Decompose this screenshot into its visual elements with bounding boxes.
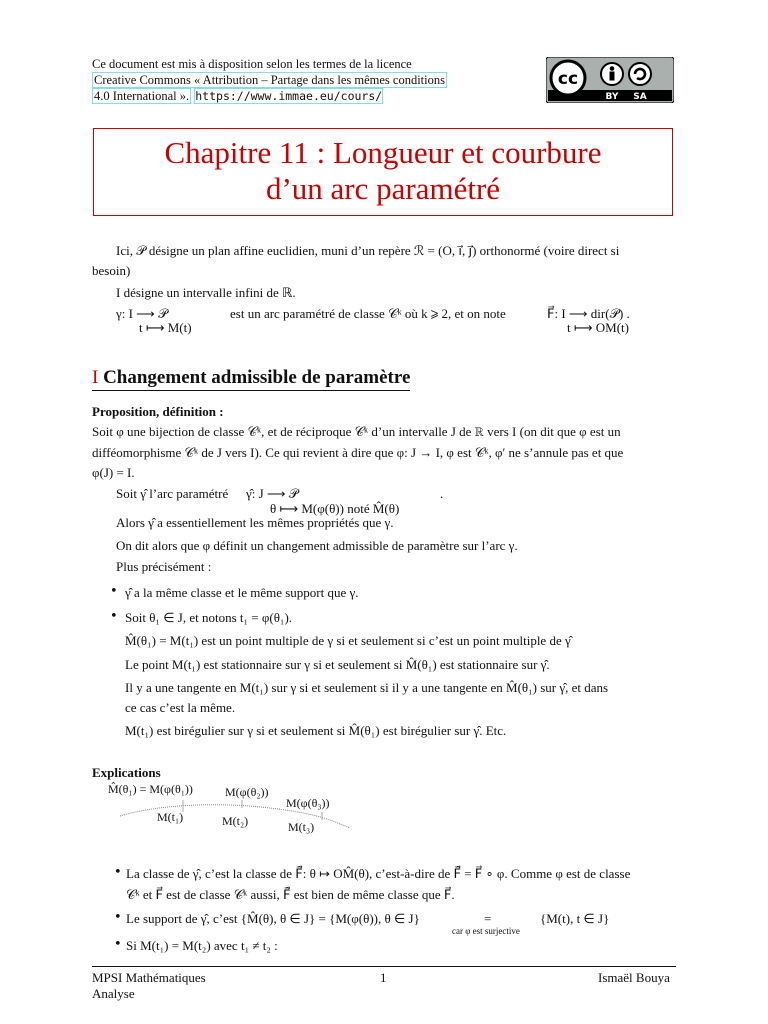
expl-bullet-3-marker: •	[114, 937, 122, 952]
expl-bullet-2-text: Le support de γ̂, c’est {M̂(θ), θ ∈ J} = {M(φ(θ)), θ ∈ J}	[126, 911, 420, 926]
footer-subject: Analyse	[92, 986, 135, 1001]
proposition-line-2: difféomorphisme 𝒞ᵏ de J vers I). Ce qui revient à dire que φ: J → I, φ est 𝒞ᵏ, φ′ ne s’annule pas et que	[92, 445, 624, 460]
expl-bullet-1-line-2: 𝒞ᵏ et F⃗ est de classe 𝒞ᵏ aussi, F̂⃗ est bien de même classe que F⃗.	[126, 887, 455, 902]
F-definition-bottom: t ⟼ OM(t)	[567, 320, 629, 335]
bullet-1-text: γ̂ a la même classe et le même support que γ.	[125, 585, 359, 600]
expl-bullet-3-text: Si M(t₁) = M(t₂) avec t₁ ≠ t₂ :	[126, 938, 278, 953]
expl-bullet-2-subscript: car φ est surjective	[452, 926, 520, 936]
cc-by-sa-logo[interactable]	[546, 57, 674, 103]
bullet-1-marker: •	[110, 584, 118, 599]
section-1-number: I	[92, 367, 99, 388]
chapter-title-line-2: d’un arc paramétré	[265, 171, 501, 206]
bullet-2-tangente-1: Il y a une tangente en M(t₁) sur γ si et seulement si il y a une tangente en M̂(θ₁) sur γ̂, et dans	[125, 680, 609, 695]
section-1-heading	[92, 367, 410, 391]
proposition-heading: Proposition, définition :	[92, 404, 224, 419]
bullet-2-stationnaire: Le point M(t₁) est stationnaire sur γ si et seulement si M̂(θ₁) est stationnaire sur γ̂.	[125, 657, 550, 672]
ondit-sentence: On dit alors que φ définit un changement admissible de paramètre sur l’arc γ.	[116, 538, 518, 553]
proposition-line-1: Soit φ une bijection de classe 𝒞ᵏ, et de réciproque 𝒞ᵏ d’un intervalle J de ℝ vers I (on dit que φ est un	[92, 424, 621, 439]
footer-rule	[92, 966, 676, 967]
bullet-2-tangente-2: ce cas c’est la même.	[125, 700, 236, 715]
bullet-2-text: Soit θ₁ ∈ J, et notons t₁ = φ(θ₁).	[125, 610, 293, 625]
gamma-definition-text: est un arc paramétré de classe 𝒞ᵏ où k ⩾ 2, et on note	[230, 306, 506, 321]
ghat-definition-bottom: θ ⟼ M(φ(θ)) noté M̂(θ)	[270, 501, 400, 516]
diagram-label-M-t3: M(t₃)	[288, 820, 315, 834]
bullet-2-marker: •	[110, 609, 118, 624]
plus-precisement: Plus précisément :	[116, 559, 212, 574]
expl-bullet-2-marker: •	[114, 910, 122, 925]
footer-author: Ismaël Bouya	[598, 970, 670, 985]
expl-bullet-1-marker: •	[114, 865, 122, 880]
badge-by-label: BY	[605, 92, 619, 102]
licence-link-line-2[interactable]: Creative Commons « Attribution – Partage dans les mêmes conditions	[94, 73, 445, 87]
bullet-2-point-multiple: M̂(θ₁) = M(t₁) est un point multiple de γ si et seulement si c’est un point multiple de γ̂	[125, 633, 571, 648]
intro-paragraph-line-2: besoin)	[92, 263, 131, 278]
sa-icon	[629, 63, 651, 85]
badge-sa-label: SA	[633, 92, 647, 102]
alors-sentence: Alors γ̂ a essentiellement les mêmes propriétés que γ.	[116, 515, 394, 530]
diagram-label-M-t2: M(t₂)	[222, 814, 249, 828]
cc-mark: cc	[557, 69, 579, 89]
gamma-definition-top: γ: I ⟶ 𝒫	[116, 306, 168, 321]
licence-link-line-3[interactable]: 4.0 International ».	[94, 89, 190, 103]
section-1-title: Changement admissible de paramètre	[103, 367, 411, 388]
footer-course: MPSI Mathématiques	[92, 970, 206, 985]
ghat-definition-dot: .	[440, 486, 444, 501]
diagram-label-M-phi-theta3: M(φ(θ₃))	[286, 796, 330, 810]
F-definition-top: F⃗: I ⟶ dir(𝒫) .	[547, 306, 630, 321]
explications-heading: Explications	[92, 765, 161, 780]
diagram-label-M-theta1: M̂(θ₁) = M(φ(θ₁))	[108, 782, 193, 796]
gamma-definition-bottom: t ⟼ M(t)	[139, 320, 192, 335]
expl-bullet-2-eq: =	[484, 911, 492, 926]
chapter-title-box	[93, 128, 673, 216]
chapter-title-line-1: Chapitre 11 : Longueur et courbure	[164, 135, 602, 170]
diagram-label-M-phi-theta2: M(φ(θ₂))	[225, 785, 269, 799]
footer-page-number: 1	[380, 970, 387, 985]
licence-url-link[interactable]: https://www.immae.eu/cours/	[195, 89, 383, 103]
proposition-line-3: φ(J) = I.	[92, 465, 135, 480]
ghat-intro: Soit γ̂ l’arc paramétré	[116, 486, 229, 501]
intro-paragraph-line-1: Ici, 𝒫 désigne un plan affine euclidien, muni d’un repère ℛ = (O, i⃗, j⃗) orthonormé (voire direct si	[116, 243, 620, 258]
diagram-label-M-t1: M(t₁)	[157, 810, 184, 824]
licence-line-1: Ce document est mis à disposition selon les termes de la licence	[92, 57, 412, 71]
expl-bullet-1-line-1: La classe de γ̂, c’est la classe de F̂⃗: θ ↦ OM̂(θ), c’est-à-dire de F̂⃗ = F⃗ ∘ φ. Comme φ est de classe	[126, 866, 631, 881]
ghat-definition-top: γ̂: J ⟶ 𝒫	[246, 486, 299, 501]
bullet-2-biregulier: M(t₁) est birégulier sur γ si et seulement si M̂(θ₁) est birégulier sur γ̂. Etc.	[125, 723, 507, 738]
licence-notice	[92, 56, 496, 104]
expl-bullet-2-end: {M(t), t ∈ J}	[540, 911, 610, 926]
intro-interval-sentence: I désigne un intervalle infini de ℝ.	[116, 285, 296, 300]
